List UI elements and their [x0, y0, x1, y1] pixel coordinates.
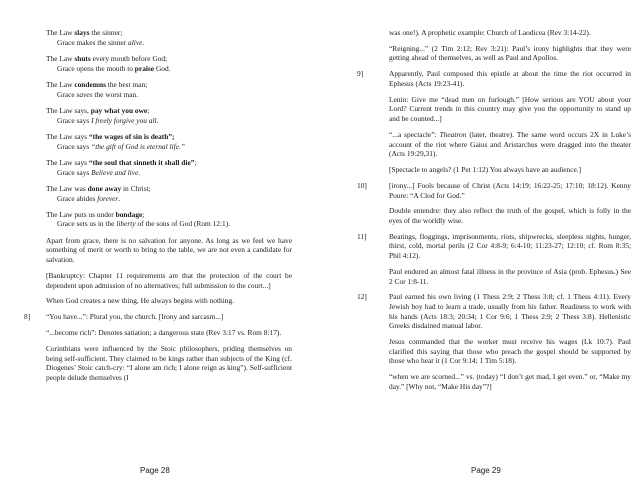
- page-number: Page 29: [471, 466, 501, 475]
- paragraph-wages: Jesus commanded that the worker must receive his wages (Lk 10:7). Paul clarified this saying that those who preach the gospel should be supported by those who hear it (1 Cor 9:14; 1 Tim 5:18).: [389, 337, 631, 366]
- law-line: The Law puts us under bondage;: [46, 209, 145, 219]
- grace-line: Grace opens the mouth to praise God.: [57, 63, 171, 73]
- paragraph-double-entendre: Double entendre: they also reflect the truth of the gospel, which is folly in the eyes of the worldly wise.: [389, 206, 631, 225]
- paragraph-new-thing: When God creates a new thing, He always begins with nothing.: [46, 296, 235, 306]
- paragraph-stoics: Corinthians were influenced by the Stoic philosophers, priding themselves on being self-sufficient. They claimed to be kings rather than subjects of the King (cf. Diogenes’ Stoic catch-cry: “I alone am rich; I alone reign as king”). Self-sufficient people delude themselves (I: [46, 344, 292, 382]
- note-text: “You have...”: Plural you, the church. [Irony and sarcasm...]: [46, 312, 224, 322]
- note-number: 10]: [357, 180, 367, 190]
- grace-line: Grace says Believe and live.: [57, 167, 141, 177]
- note-text: [irony...] Fools because of Christ (Acts 14:19; 16:22-25; 17:10; 18:12). Kenny Poure: “A Clod for God.”: [389, 180, 631, 200]
- paragraph-laodicea: was one!). A prophetic example: Church of Laodicea (Rev 3:14-22).: [389, 28, 591, 37]
- paragraph-bankruptcy: [Bankruptcy: Chapter 11 requirements are that the protection of the court be dependent upon admission of no alternatives; full submission to the court...]: [46, 270, 292, 290]
- law-line: The Law was done away in Christ;: [46, 183, 151, 193]
- note-number: 12]: [357, 292, 367, 302]
- page-right: [319, 0, 638, 493]
- note-text: Beatings, floggings, imprisonments, riots, shipwrecks, sleepless nights, hunger, thirst, cold, mortal perils (2 Cor 4:8-9; 6:4-10; 11:23-27; 12:10; cf. Rom 8:35; Phil 4:12).: [389, 231, 631, 261]
- numbered-note-11: [357, 231, 631, 261]
- law-line: The Law says “the soul that sinneth it shall die”;: [46, 157, 197, 167]
- note-number: 9]: [357, 69, 364, 79]
- paragraph-become-rich: “...become rich”: Denotes satiation; a dangerous state (Rev 3:17 vs. Rom 8:17).: [46, 328, 282, 338]
- numbered-note-8: [24, 312, 292, 322]
- paragraph-no-salvation: Apart from grace, there is no salvation for anyone. As long as we feel we have something of merit or worth to bring to the table, we are not even a candidate for salvation.: [46, 235, 292, 265]
- law-grace-pair: [46, 28, 292, 47]
- right-column: [357, 28, 631, 398]
- paragraph-reigning: “Reigning...” (2 Tim 2:12; Rev 3:21): Paul’s irony highlights that they were getting ahead of themselves, as well as Paul and Apollos.: [389, 43, 631, 63]
- law-grace-list: [46, 28, 292, 229]
- note-number: 8]: [24, 312, 31, 322]
- numbered-note-10: [357, 180, 631, 200]
- page-number: Page 28: [140, 466, 170, 475]
- grace-line: Grace saves the worst man.: [57, 89, 139, 99]
- law-line: The Law slays the sinner;: [46, 28, 123, 37]
- grace-line: Grace says I freely forgive you all.: [57, 115, 159, 125]
- law-grace-pair: [46, 54, 292, 73]
- law-grace-pair: [46, 80, 292, 99]
- note-number: 11]: [357, 231, 367, 241]
- left-column: [24, 28, 292, 389]
- law-line: The Law condemns the best man;: [46, 79, 148, 89]
- paragraph-angels: [Spectacle to angels? (1 Pet 1:12) You always have an audience.]: [389, 165, 582, 175]
- law-line: The Law shuts every mouth before God;: [46, 53, 168, 63]
- law-grace-pair: [46, 158, 292, 177]
- law-grace-pair: [46, 132, 292, 151]
- note-text: Paul earned his own living (1 Thess 2:9; 2 Thess 3:8; cf. 1 Thess 4:11). Every Jewish boy had to learn a trade, usually from his father. Readiness to work with his hands (Acts 18:3; 20:34; 1 Cor 9:6; 1 Thess 2:9; 2 Thess 3:8). Hellenistic Greeks disdained manual labor.: [389, 292, 631, 331]
- grace-line: Grace abides forever.: [57, 193, 121, 203]
- grace-line: Grace sets us in the liberty of the sons of God (Rom 12:1).: [57, 219, 231, 229]
- law-line: The Law says, pay what you owe;: [46, 105, 150, 115]
- paragraph-lenin: Lenin: Give me “dead men on furlough.” [How serious are YOU about your Lord? Current trends in this country may give you the opportunity to stand up and be counted...]: [389, 94, 631, 124]
- law-grace-pair: [46, 106, 292, 125]
- law-grace-pair: [46, 210, 292, 229]
- numbered-note-12: [357, 292, 631, 331]
- grace-line: Grace says “the gift of God is eternal life.”: [57, 141, 185, 151]
- law-line: The Law says “the wages of sin is death”;: [46, 131, 175, 141]
- grace-line: Grace makes the sinner alive.: [57, 37, 145, 47]
- paragraph-scorned: “when we are scorned...” vs. (today) “I don’t get mad, I get even.” or, “Make my day.” [Why not, “Make His day”?]: [389, 372, 631, 391]
- paragraph-spectacle: “...a spectacle”: Theatron (later, theatre). The same word occurs 2X in Luke’s account of the riot where Gaius and Aristarchus were dragged into the theater (Acts 19:29,31).: [389, 129, 631, 159]
- numbered-note-9: [357, 69, 631, 88]
- paragraph-illness: Paul endured an almost fatal illness in the province of Asia (prob. Ephesus.) See 2 Cor 1:8-11.: [389, 266, 631, 286]
- law-grace-pair: [46, 184, 292, 203]
- note-text: Apparently, Paul composed this epistle at about the time the riot occurred in Ephesus (Acts 19:23-41).: [389, 69, 631, 88]
